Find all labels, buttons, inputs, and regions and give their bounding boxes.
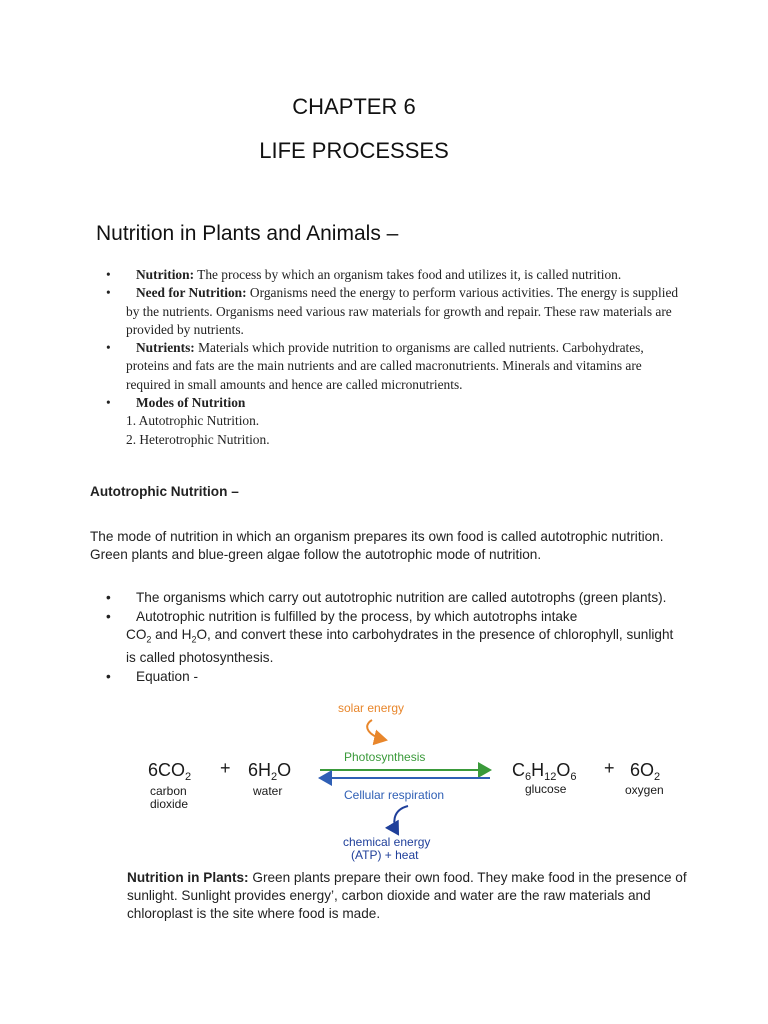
solar-energy-label: solar energy: [338, 701, 405, 715]
bullet: •: [106, 395, 111, 411]
definition-need-for-nutrition: Organisms need the energy to perform various activities. The energy is supplied by the nutrients. Organisms need various raw materials for growth and repair. These raw materials are provided by nutrients.: [126, 285, 679, 337]
photosynthesis-equation: [140, 696, 700, 866]
term-need-for-nutrition: Need for Nutrition:: [136, 285, 247, 301]
chapter-number: CHAPTER 6: [292, 94, 416, 119]
bullet: •: [106, 285, 111, 301]
term-nutrients: Nutrients:: [136, 340, 195, 356]
section-title: Nutrition in Plants and Animals –: [96, 222, 399, 245]
list-item: [106, 668, 686, 685]
o2-formula: $6O_2$: [630, 760, 661, 783]
glucose-label: glucose: [525, 782, 567, 796]
autotrophic-heading: Autotrophic Nutrition –: [90, 484, 239, 499]
solar-energy-arrow: [367, 720, 386, 740]
photosynthesis-label: Photosynthesis: [344, 750, 426, 764]
list-item: [106, 284, 686, 339]
autotrophic-paragraph: The mode of nutrition in which an organism prepares its own food is called autotrophic nutrition. Green plants and blue-green algae follow the autotrophic mode of nutrition.: [90, 529, 664, 562]
carbon-dioxide-label-2: dioxide: [150, 797, 189, 811]
list-item: [106, 589, 686, 606]
list-item: [106, 394, 686, 449]
definition-nutrients: Materials which provide nutrition to organisms are called nutrients. Carbohydrates, proteins and fats are the main nutrients and are called macronutrients. Minerals and vitamins are required in small amounts and hence are called micronutrients.: [126, 340, 644, 392]
list-item: [106, 608, 686, 666]
bullet: •: [106, 669, 111, 685]
plants-text: Green plants prepare their own food. They make food in the presence of sunlight. Sunlight provides energy’, carbon dioxide and water are the raw materials and chloroplast is the site where food is made.: [127, 870, 687, 921]
plus-sign: +: [604, 758, 615, 778]
chapter-title: LIFE PROCESSES: [259, 138, 449, 163]
autotrophs-text: The organisms which carry out autotrophic nutrition are called autotrophs (green plants).: [136, 590, 667, 605]
equation-diagram: [140, 696, 700, 866]
bullet: •: [106, 267, 111, 282]
mode-autotrophic: 1. Autotrophic Nutrition.: [126, 413, 260, 429]
chemical-energy-arrow: [394, 806, 408, 834]
photosynthesis-definition: $CO_2$ and $H_2O$, and convert these into carbohydrates in the presence of chlorophyll, sunlight is called photosynthesis.: [126, 626, 674, 665]
co2-formula: $6CO_2$: [148, 760, 192, 783]
term-nutrition: Nutrition:: [136, 267, 195, 282]
bullet: •: [106, 340, 111, 356]
water-label: water: [253, 784, 283, 798]
list-item: [106, 339, 686, 394]
photosynthesis-intro: Autotrophic nutrition is fulfilled by the process, by which autotrophs intake: [136, 609, 578, 625]
plus-sign: +: [220, 758, 231, 778]
mode-heterotrophic: 2. Heterotrophic Nutrition.: [126, 431, 270, 447]
nutrition-in-plants: [127, 869, 687, 923]
term-modes-of-nutrition: Modes of Nutrition: [136, 395, 246, 411]
cellular-respiration-label: Cellular respiration: [344, 788, 445, 802]
chemical-energy-label: chemical energy: [343, 835, 431, 849]
h2o-formula: $6H_2O$: [248, 760, 292, 783]
oxygen-label: oxygen: [625, 783, 664, 797]
glucose-formula: $C_6H_{12}O_6$: [512, 760, 577, 783]
atp-heat-label: (ATP) + heat: [351, 848, 419, 862]
bullet: •: [106, 590, 111, 605]
bullet: •: [106, 609, 111, 625]
equation-label: Equation -: [136, 669, 198, 685]
plants-term: Nutrition in Plants:: [127, 870, 249, 885]
autotrophic-list: [106, 589, 686, 688]
list-item: [106, 266, 686, 284]
definitions-list: [106, 266, 686, 449]
carbon-dioxide-label: carbon: [150, 784, 187, 798]
definition-nutrition: The process by which an organism takes food and utilizes it, is called nutrition.: [194, 267, 622, 282]
